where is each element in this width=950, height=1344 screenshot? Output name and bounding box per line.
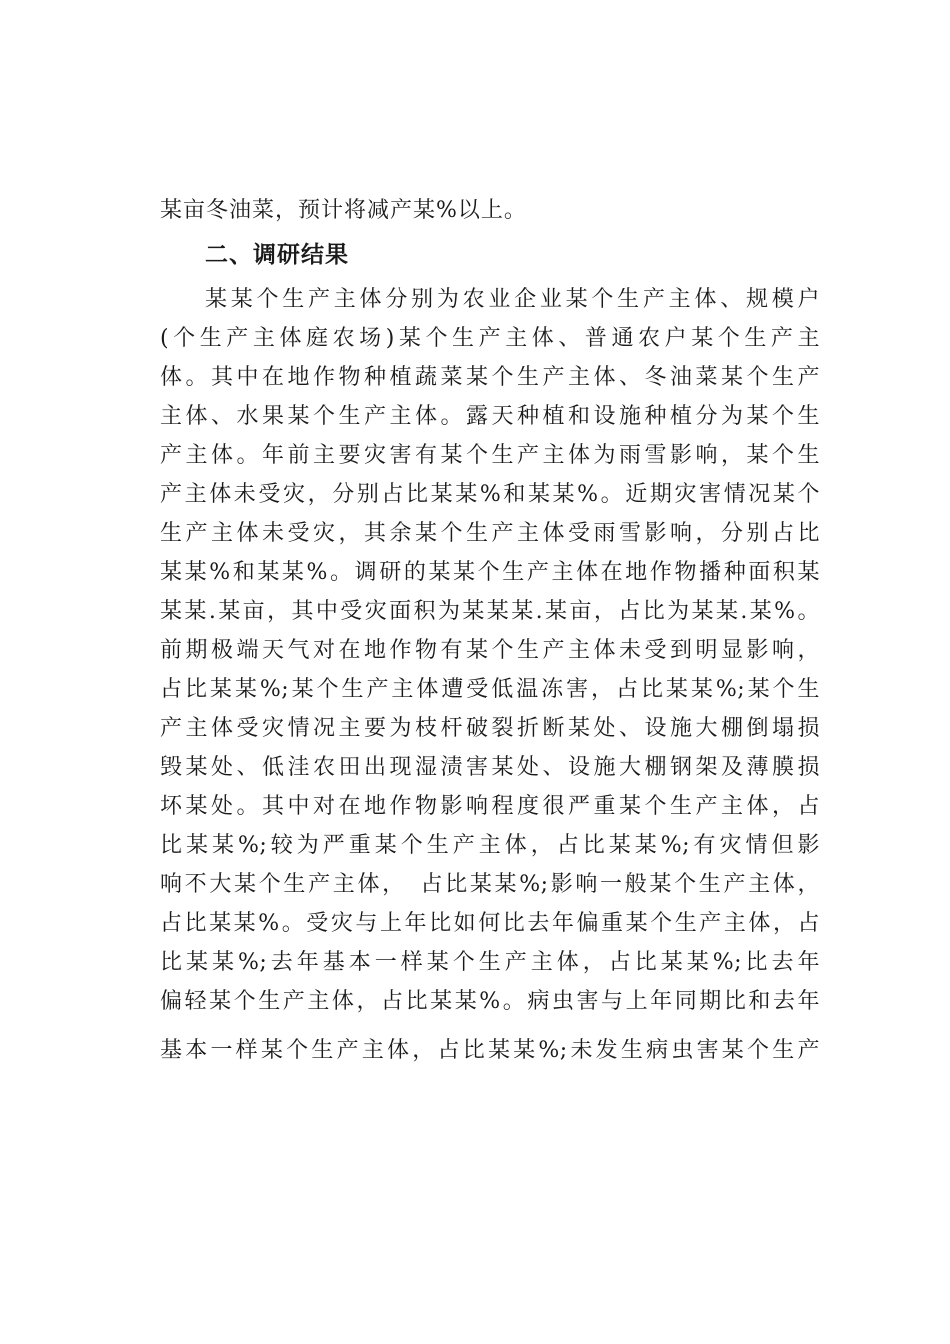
paragraph-line: 比某某%;去年基本一样某个生产主体，占比某某%;比去年 <box>160 950 820 975</box>
paragraph-line: 前期极端天气对在地作物有某个生产主体未受到明显影响， <box>160 638 820 663</box>
section-heading: 二、调研结果 <box>205 242 349 268</box>
paragraph-line: 偏轻某个生产主体，占比某某%。病虫害与上年同期比和去年 <box>160 989 820 1014</box>
paragraph-line: 生产主体未受灾，其余某个生产主体受雨雪影响，分别占比 <box>160 521 820 546</box>
paragraph-line: 占比某某%;某个生产主体遭受低温冻害，占比某某%;某个生 <box>160 677 820 702</box>
intro-line: 某亩冬油菜，预计将减产某%以上。 <box>160 198 527 223</box>
paragraph-line: 产主体未受灾，分别占比某某%和某某%。近期灾害情况某个 <box>160 482 820 507</box>
paragraph-line: 某某个生产主体分别为农业企业某个生产主体、规模户 <box>205 287 820 312</box>
paragraph-line: 体。其中在地作物种植蔬菜某个生产主体、冬油菜某个生产 <box>160 365 820 390</box>
paragraph-line: 某某%和某某%。调研的某某个生产主体在地作物播种面积某 <box>160 560 820 585</box>
paragraph-line: 某某.某亩，其中受灾面积为某某某.某亩，占比为某某.某%。 <box>160 599 820 624</box>
paragraph-line: 占比某某%。受灾与上年比如何比去年偏重某个生产主体，占 <box>160 911 820 936</box>
paragraph-line: 基本一样某个生产主体，占比某某%;未发生病虫害某个生产 <box>160 1038 820 1063</box>
paragraph-line: 坏某处。其中对在地作物影响程度很严重某个生产主体，占 <box>160 794 820 819</box>
paragraph-line: 响不大某个生产主体， 占比某某%;影响一般某个生产主体， <box>160 872 820 897</box>
paragraph-line: (个生产主体庭农场)某个生产主体、普通农户某个生产主 <box>160 326 820 351</box>
paragraph-line: 毁某处、低洼农田出现湿渍害某处、设施大棚钢架及薄膜损 <box>160 755 820 780</box>
paragraph-line: 比某某%;较为严重某个生产主体，占比某某%;有灾情但影 <box>160 833 820 858</box>
paragraph-line: 产主体受灾情况主要为枝杆破裂折断某处、设施大棚倒塌损 <box>160 716 820 741</box>
paragraph-line: 产主体。年前主要灾害有某个生产主体为雨雪影响，某个生 <box>160 443 820 468</box>
paragraph-line: 主体、水果某个生产主体。露天种植和设施种植分为某个生 <box>160 404 820 429</box>
